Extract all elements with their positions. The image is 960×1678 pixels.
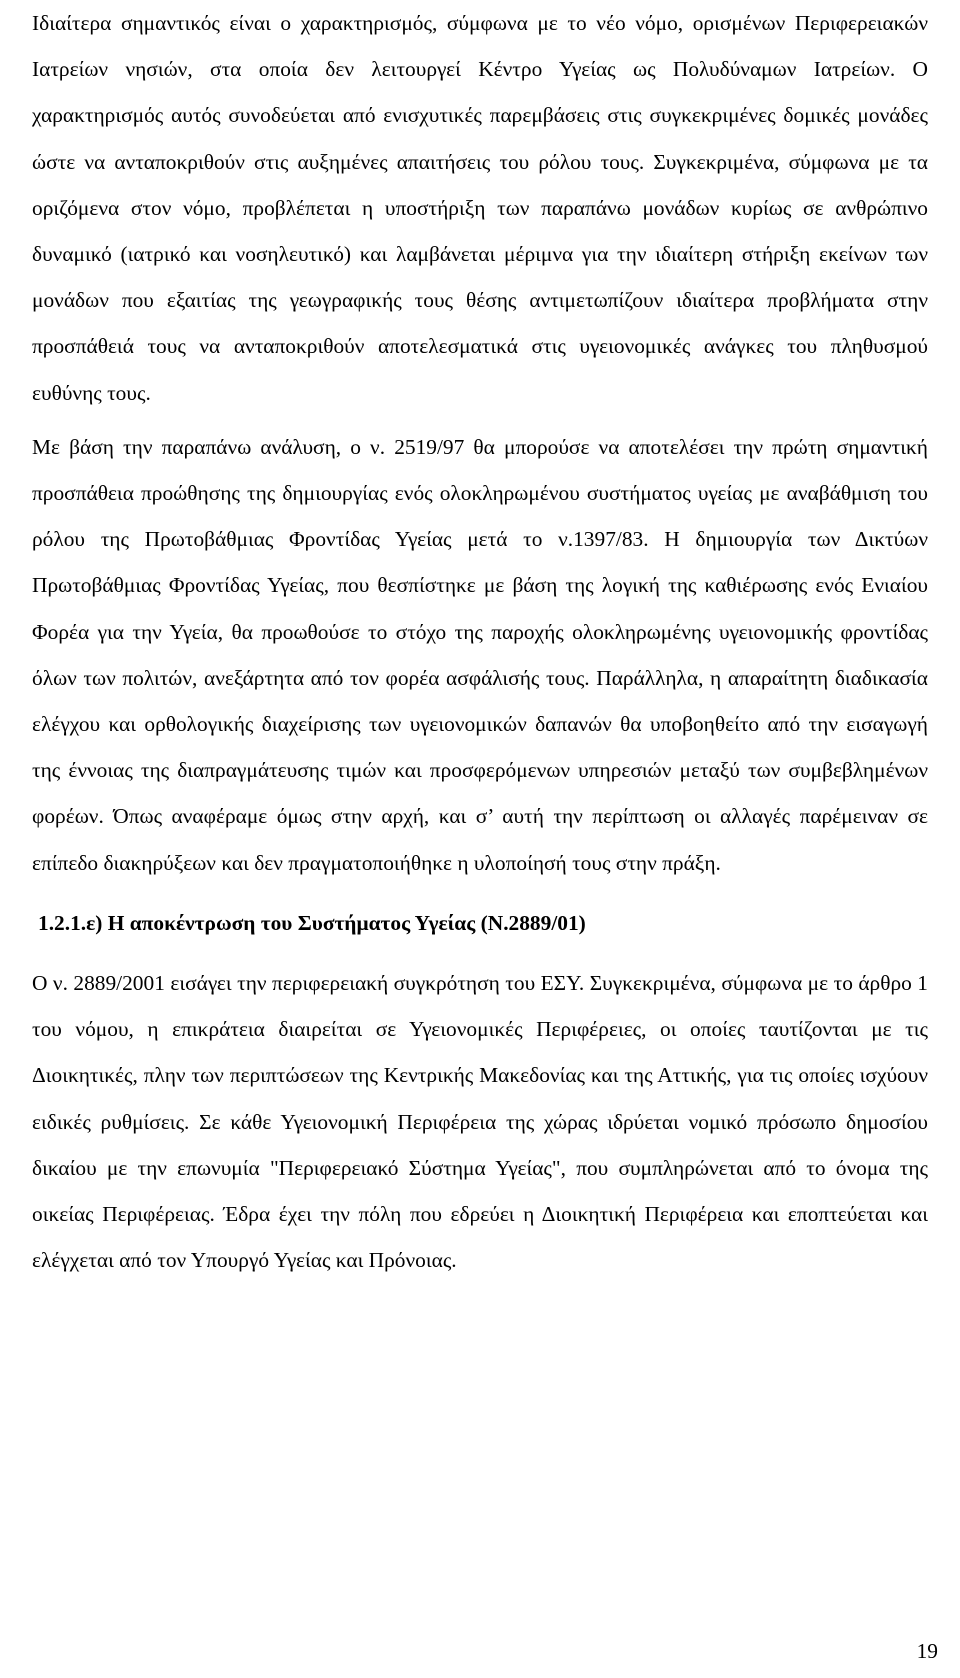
paragraph-law-2519-analysis: Με βάση την παραπάνω ανάλυση, ο ν. 2519/97 θα μπορούσε να αποτελέσει την πρώτη σημαντική προσπάθεια προώθησης της δημιουργίας ενός ολοκληρωμένου συστήματος υγείας με αναβάθμιση του ρόλου της Πρωτοβάθμιας Φροντίδας Υγείας μετά το ν.1397/83. Η δημιουργία των Δικτύων Πρωτοβάθμιας Φροντίδας Υγείας, που θεσπίστηκε με βάση της λογική της καθιέρωσης ενός Ενιαίου Φορέα για την Υγεία, θα προωθούσε το στόχο της παροχής ολοκληρωμένης υγειονομικής φροντίδας όλων των πολιτών, ανεξάρτητα από τον φορέα ασφάλισής τους. Παράλληλα, η απαραίτητη διαδικασία ελέγχου και ορθολογικής διαχείρισης των υγειονομικών δαπανών θα υποβοηθείτο από την εισαγωγή της έννοιας της διαπραγμάτευσης τιμών και προσφερόμενων υπηρεσιών μεταξύ των συμβεβλημένων φορέων. Όπως αναφέραμε όμως στην αρχή, και σ’ αυτή την περίπτωση οι αλλαγές παρέμειναν σε επίπεδο διακηρύξεων και δεν πραγματοποιήθηκε η υλοποίησή τους στην πράξη.: [32, 434, 928, 875]
page-body: [32, 0, 928, 1283]
paragraph-health-centers: Ιδιαίτερα σημαντικός είναι ο χαρακτηρισμός, σύμφωνα με το νέο νόμο, ορισμένων Περιφερειακών Ιατρείων νησιών, στα οποία δεν λειτουργεί Κέντρο Υγείας ως Πολυδύναμων Ιατρείων. Ο χαρακτηρισμός αυτός συνοδεύεται από ενισχυτικές παρεμβάσεις στις συγκεκριμένες δομικές μονάδες ώστε να ανταποκριθούν στις αυξημένες απαιτήσεις του ρόλου τους. Συγκεκριμένα, σύμφωνα με τα οριζόμενα στον νόμο, προβλέπεται η υποστήριξη των παραπάνω μονάδων κυρίως σε ανθρώπινο δυναμικό (ιατρικό και νοσηλευτικό) και λαμβάνεται μέριμνα για την ιδιαίτερη στήριξη εκείνων των μονάδων που εξαιτίας της γεωγραφικής τους θέσης αντιμετωπίζουν ιδιαίτερα προβλήματα στην προσπάθειά τους να ανταποκριθούν αποτελεσματικά στις υγειονομικές ανάγκες του πληθυσμού ευθύνης τους.: [32, 11, 928, 405]
page-number: 19: [916, 1639, 938, 1663]
section-heading: 1.2.1.ε) Η αποκέντρωση του Συστήματος Υγείας (Ν.2889/01): [38, 910, 586, 935]
paragraph-law-2889: Ο ν. 2889/2001 εισάγει την περιφερειακή συγκρότηση του ΕΣΥ. Συγκεκριμένα, σύμφωνα με το άρθρο 1 του νόμου, η επικράτεια διαιρείται σε Υγειονομικές Περιφέρειες, οι οποίες ταυτίζονται με τις Διοικητικές, πλην των περιπτώσεων της Κεντρικής Μακεδονίας και της Αττικής, για τις οποίες ισχύουν ειδικές ρυθμίσεις. Σε κάθε Υγειονομική Περιφέρεια της χώρας ιδρύεται νομικό πρόσωπο δημοσίου δικαίου με την επωνυμία "Περιφερειακό Σύστημα Υγείας", που συμπληρώνεται από το όνομα της οικείας Περιφέρειας. Έδρα έχει την πόλη που εδρεύει η Διοικητική Περιφέρεια και εποπτεύεται και ελέγχεται από τον Υπουργό Υγείας και Πρόνοιας.: [32, 971, 928, 1273]
